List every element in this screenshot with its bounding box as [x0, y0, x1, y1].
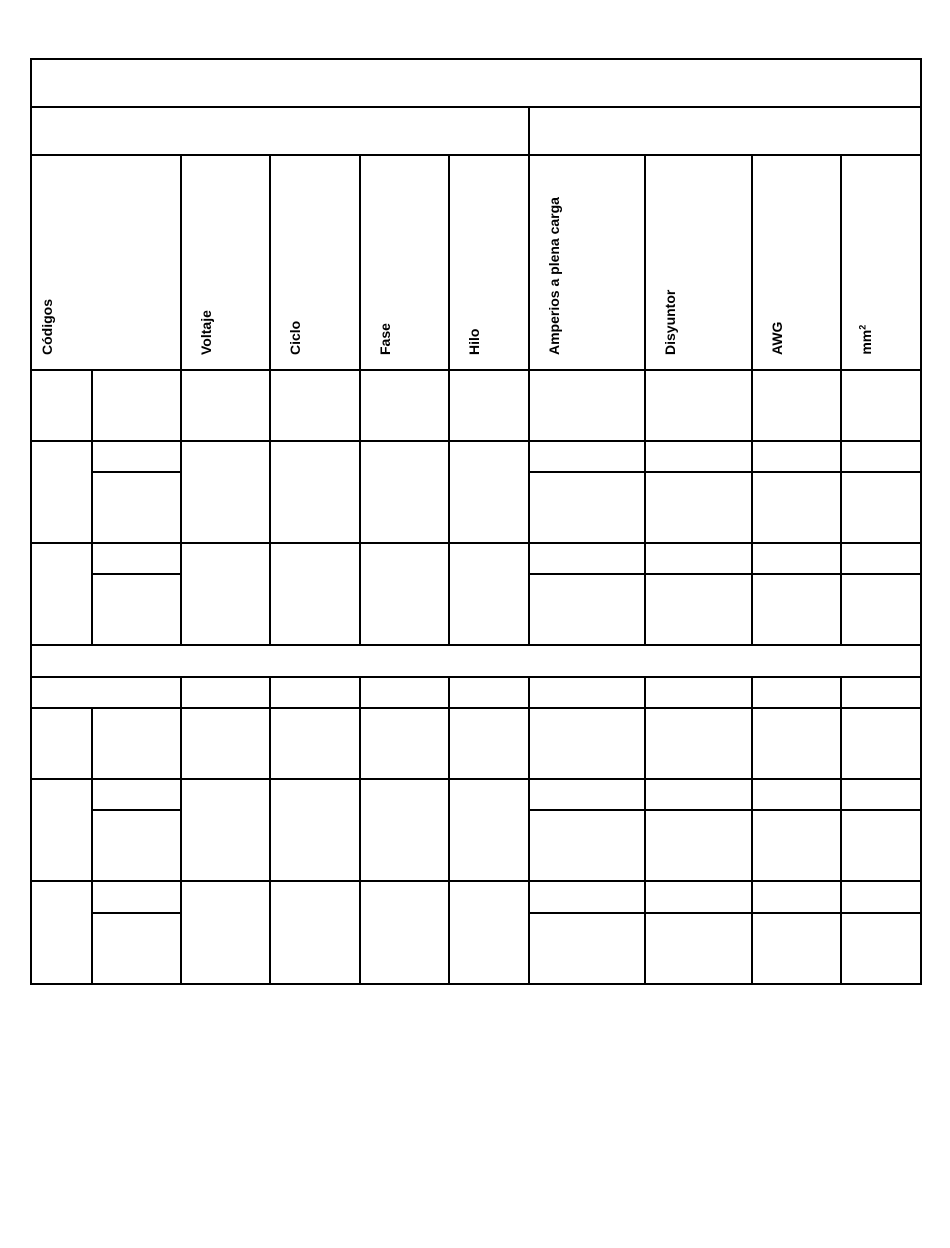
s1-rowB-hilo: [448, 440, 530, 544]
header-disyuntor: [644, 154, 753, 371]
s2-rowA-disyuntor: [644, 707, 753, 780]
s1-rowA-subcode: [91, 369, 182, 442]
s2-rowB-amperios-top: [528, 778, 646, 811]
subheader-left-cell: [30, 106, 530, 156]
s2-rowB-hilo: [448, 778, 530, 882]
s1-rowA-voltaje: [180, 369, 271, 442]
s2-rowB-ciclo: [269, 778, 361, 882]
s2-rowC-awg-bottom: [751, 912, 842, 985]
section-divider-row: [30, 644, 922, 678]
s2-rowB-fase: [359, 778, 450, 882]
s2-rowB-voltaje: [180, 778, 271, 882]
s1-rowC-awg-bottom: [751, 573, 842, 646]
s1-rowC-ciclo: [269, 542, 361, 646]
header-voltaje-label: Voltaje: [198, 310, 214, 355]
s2-rowC-ciclo: [269, 880, 361, 985]
s2-rowA-subcode: [91, 707, 182, 780]
s1-rowC-hilo: [448, 542, 530, 646]
electrical-spec-table: [30, 58, 922, 985]
s1-rowA-hilo: [448, 369, 530, 442]
s1-rowC-voltaje: [180, 542, 271, 646]
s1-rowA-code: [30, 369, 93, 442]
s1-rowA-amperios: [528, 369, 646, 442]
s2-rowA-ciclo: [269, 707, 361, 780]
s1-rowC-amperios-bottom: [528, 573, 646, 646]
s2-rowA-hilo: [448, 707, 530, 780]
table-title-cell: [30, 58, 922, 108]
s2-rowB-disyuntor-bottom: [644, 809, 753, 882]
s2-head-fase: [359, 676, 450, 709]
s2-rowC-awg-top: [751, 880, 842, 914]
s1-rowC-subcode-bottom: [91, 573, 182, 646]
s2-rowC-voltaje: [180, 880, 271, 985]
s1-rowB-code: [30, 440, 93, 544]
s2-rowA-awg: [751, 707, 842, 780]
header-ciclo: [269, 154, 361, 371]
s1-rowB-mm2-bottom: [840, 471, 922, 544]
s2-rowA-voltaje: [180, 707, 271, 780]
s1-rowA-disyuntor: [644, 369, 753, 442]
s2-rowB-mm2-top: [840, 778, 922, 811]
s1-rowC-disyuntor-top: [644, 542, 753, 575]
s2-rowC-disyuntor-bottom: [644, 912, 753, 985]
s2-rowA-code: [30, 707, 93, 780]
s1-rowC-disyuntor-bottom: [644, 573, 753, 646]
s2-rowB-disyuntor-top: [644, 778, 753, 811]
s2-rowB-awg-top: [751, 778, 842, 811]
header-mm2-label: [858, 325, 873, 355]
s1-rowB-awg-top: [751, 440, 842, 473]
s2-rowC-amperios-bottom: [528, 912, 646, 985]
s2-rowB-amperios-bottom: [528, 809, 646, 882]
mm2-base: mm: [858, 330, 874, 355]
s2-rowC-mm2-top: [840, 880, 922, 914]
s2-rowC-mm2-bottom: [840, 912, 922, 985]
s2-rowC-hilo: [448, 880, 530, 985]
header-codigos: [30, 154, 182, 371]
header-hilo: [448, 154, 530, 371]
s2-rowB-subcode-bottom: [91, 809, 182, 882]
mm2-superscript: 2: [857, 325, 868, 331]
s1-rowB-subcode-top: [91, 440, 182, 473]
subheader-right-cell: [528, 106, 922, 156]
header-voltaje: [180, 154, 271, 371]
s2-head-disyuntor: [644, 676, 753, 709]
header-codigos-label: Códigos: [39, 299, 55, 355]
s2-rowB-mm2-bottom: [840, 809, 922, 882]
s2-rowC-subcode-bottom: [91, 912, 182, 985]
s2-head-codigos: [30, 676, 182, 709]
s2-head-voltaje: [180, 676, 271, 709]
header-amperios: [528, 154, 646, 371]
header-fase-label: Fase: [377, 323, 393, 355]
s1-rowB-disyuntor-top: [644, 440, 753, 473]
s2-rowB-awg-bottom: [751, 809, 842, 882]
header-hilo-label: Hilo: [466, 328, 482, 355]
s1-rowB-awg-bottom: [751, 471, 842, 544]
s2-head-ciclo: [269, 676, 361, 709]
s2-rowA-mm2: [840, 707, 922, 780]
s1-rowB-disyuntor-bottom: [644, 471, 753, 544]
s2-rowB-subcode-top: [91, 778, 182, 811]
s1-rowC-mm2-top: [840, 542, 922, 575]
s1-rowB-voltaje: [180, 440, 271, 544]
s1-rowC-mm2-bottom: [840, 573, 922, 646]
s2-rowC-subcode-top: [91, 880, 182, 914]
header-awg-label: AWG: [769, 321, 785, 355]
s2-head-hilo: [448, 676, 530, 709]
s1-rowB-subcode-bottom: [91, 471, 182, 544]
s1-rowA-fase: [359, 369, 450, 442]
s1-rowC-code: [30, 542, 93, 646]
s1-rowC-fase: [359, 542, 450, 646]
header-ciclo-label: Ciclo: [287, 320, 303, 355]
s1-rowB-fase: [359, 440, 450, 544]
header-disyuntor-label: Disyuntor: [662, 289, 678, 355]
s2-head-awg: [751, 676, 842, 709]
header-mm2: [840, 154, 922, 371]
s2-rowB-code: [30, 778, 93, 882]
s1-rowA-mm2: [840, 369, 922, 442]
header-fase: [359, 154, 450, 371]
s2-rowA-amperios: [528, 707, 646, 780]
s1-rowA-awg: [751, 369, 842, 442]
s1-rowC-amperios-top: [528, 542, 646, 575]
s2-head-amperios: [528, 676, 646, 709]
s2-rowC-fase: [359, 880, 450, 985]
s2-rowC-code: [30, 880, 93, 985]
s2-rowC-amperios-top: [528, 880, 646, 914]
s1-rowB-amperios-bottom: [528, 471, 646, 544]
s2-rowA-fase: [359, 707, 450, 780]
s1-rowB-amperios-top: [528, 440, 646, 473]
s1-rowA-ciclo: [269, 369, 361, 442]
s1-rowB-ciclo: [269, 440, 361, 544]
s2-head-mm2: [840, 676, 922, 709]
header-awg: [751, 154, 842, 371]
s1-rowB-mm2-top: [840, 440, 922, 473]
s2-rowC-disyuntor-top: [644, 880, 753, 914]
header-amperios-label: Amperios a plena carga: [546, 197, 562, 355]
s1-rowC-subcode-top: [91, 542, 182, 575]
s1-rowC-awg-top: [751, 542, 842, 575]
